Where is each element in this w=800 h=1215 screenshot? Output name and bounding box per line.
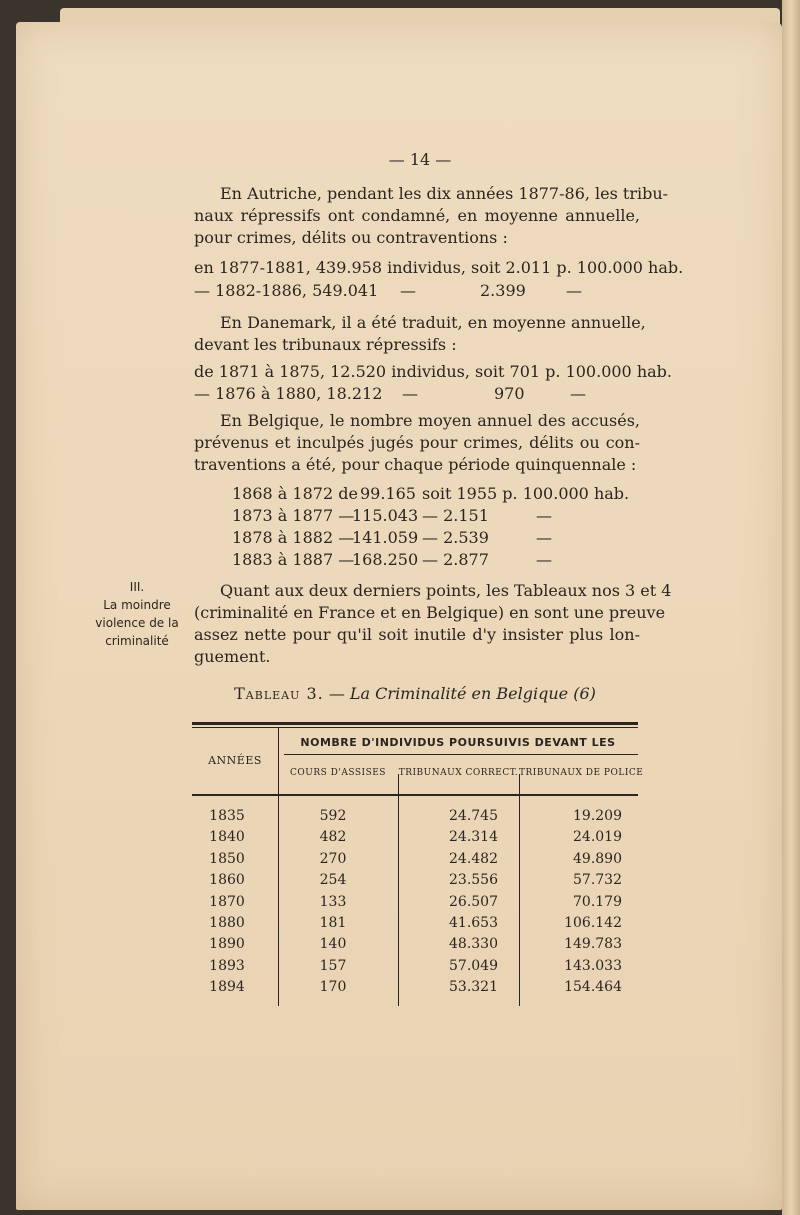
table-caption (0, 684, 800, 703)
col-header-assises: COURS D'ASSISES (290, 768, 386, 778)
caption-label: Tableau 3. (234, 684, 324, 703)
row-year: 1870 (209, 893, 245, 910)
rate-text: — 2.877 (422, 550, 489, 569)
table-rule-top (192, 722, 638, 725)
ditto-mark: — (536, 550, 552, 569)
table-row (192, 808, 638, 828)
row-assises: 254 (319, 872, 347, 889)
page-number: — 14 — (388, 150, 452, 169)
row-assises: 592 (319, 808, 347, 824)
row-assises: 157 (319, 957, 347, 974)
paragraph-autriche (194, 183, 669, 249)
text-line: naux répressifs ont condamné, en moyenne annuelle, (194, 206, 640, 225)
row-year: 1840 (209, 829, 245, 846)
paragraph-danemark (194, 312, 646, 356)
row-assises: 181 (319, 915, 347, 931)
text-line: assez nette pour qu'il soit inutile d'y insister plus lon- (194, 625, 640, 644)
row-assises: 140 (319, 936, 347, 953)
row-police: 154.464 (564, 979, 622, 996)
margin-note-line: La moindre (103, 598, 171, 612)
row-year: 1835 (209, 808, 245, 824)
text-line: En Belgique, le nombre moyen annuel des accusés, (220, 411, 640, 430)
table-rule-top-thin (192, 727, 638, 728)
rate-value: 970 (494, 384, 525, 403)
col-header-police: TRIBUNAUX DE POLICE (519, 768, 644, 778)
ditto-mark: — (566, 281, 582, 300)
row-correct: 24.314 (449, 829, 498, 846)
ditto-mark: — (570, 384, 586, 403)
ditto-mark: — (536, 528, 552, 547)
row-correct: 53.321 (449, 979, 498, 996)
period-text: 1868 à 1872 de (232, 484, 358, 503)
text-line: devant les tribunaux répressifs : (194, 335, 457, 354)
count-value: 141.059 (352, 528, 419, 547)
text-line: (criminalité en France et en Belgique) en sont une preuve (194, 603, 666, 622)
ditto-mark: — (400, 281, 416, 300)
table-row (192, 936, 638, 956)
caption-title: La Criminalité en Belgique (349, 684, 569, 703)
rate-value: 2.399 (480, 281, 526, 300)
text-line: Quant aux deux derniers points, les Tableaux nos 3 et 4 (220, 581, 672, 600)
rate-text: — 2.151 (422, 506, 489, 525)
paragraph-belgique (194, 410, 640, 476)
row-police: 49.890 (573, 850, 622, 867)
data-table (192, 718, 644, 1008)
table-row (192, 851, 638, 871)
group-header-rule (284, 754, 638, 755)
row-year: 1880 (209, 915, 245, 931)
margin-note (82, 578, 192, 650)
row-text: — 1882-1886, 549.041 (194, 281, 379, 300)
text-line: traventions a été, pour chaque période quinquennale : (194, 455, 637, 474)
text-line: En Autriche, pendant les dix années 1877-86, les tribu- (220, 184, 669, 203)
rate-text: — 2.539 (422, 528, 489, 547)
row-correct: 48.330 (449, 936, 498, 953)
row-text: — 1876 à 1880, 18.212 (194, 384, 383, 403)
count-value: 99.165 (360, 484, 416, 503)
rate-text: soit 1955 p. 100.000 hab. (422, 484, 630, 503)
row-police: 149.783 (564, 936, 622, 953)
row-year: 1850 (209, 850, 245, 867)
paragraph-quant (194, 580, 672, 668)
row-year: 1890 (209, 936, 245, 953)
row-correct: 26.507 (449, 893, 498, 910)
margin-note-line: III. (129, 580, 145, 594)
ditto-mark: — (402, 384, 418, 403)
row-assises: 270 (319, 850, 347, 867)
row-police: 106.142 (564, 915, 622, 931)
row-text: de 1871 à 1875, 12.520 individus, soit 701 p. 100.000 hab. (194, 362, 672, 381)
table-row (192, 894, 638, 914)
caption-ref: (6) (573, 684, 596, 703)
row-police: 143.033 (564, 957, 622, 974)
row-assises: 133 (319, 893, 347, 910)
row-police: 57.732 (573, 872, 622, 889)
table-row (192, 979, 638, 999)
caption-dash: — (328, 684, 345, 703)
group-header: NOMBRE D'INDIVIDUS POURSUIVIS DEVANT LES (300, 736, 616, 749)
text-line: pour crimes, délits ou contraventions : (194, 228, 508, 247)
period-text: 1883 à 1887 — (232, 550, 355, 569)
row-police: 70.179 (573, 893, 622, 910)
ditto-mark: — (536, 506, 552, 525)
row-correct: 24.482 (449, 850, 498, 867)
count-value: 168.250 (352, 550, 419, 569)
col-header-years: ANNÉES (208, 754, 262, 767)
period-text: 1878 à 1882 — (232, 528, 355, 547)
table-row (192, 829, 638, 849)
row-correct: 23.556 (449, 872, 498, 889)
row-year: 1894 (209, 979, 245, 996)
row-year: 1893 (209, 957, 245, 974)
table-row (192, 872, 638, 892)
text-line: prévenus et inculpés jugés pour crimes, délits ou con- (194, 433, 640, 452)
row-police: 24.019 (573, 829, 622, 846)
row-year: 1860 (209, 872, 245, 889)
col-header-correct: TRIBUNAUX CORRECT. (398, 768, 519, 778)
count-value: 115.043 (352, 506, 419, 525)
table-row (192, 915, 638, 935)
row-correct: 41.653 (449, 915, 498, 931)
row-text: en 1877-1881, 439.958 individus, soit 2.011 p. 100.000 hab. (194, 258, 684, 277)
text-line: guement. (194, 647, 271, 666)
row-correct: 24.745 (449, 808, 498, 824)
margin-note-line: criminalité (105, 634, 169, 648)
table-row (192, 958, 638, 978)
period-text: 1873 à 1877 — (232, 506, 355, 525)
margin-note-line: violence de la (95, 616, 179, 630)
row-correct: 57.049 (449, 957, 498, 974)
row-police: 19.209 (573, 808, 622, 824)
text-line: En Danemark, il a été traduit, en moyenne annuelle, (220, 313, 646, 332)
row-assises: 482 (319, 829, 347, 846)
table-rule-header (192, 794, 638, 796)
row-assises: 170 (319, 979, 347, 996)
